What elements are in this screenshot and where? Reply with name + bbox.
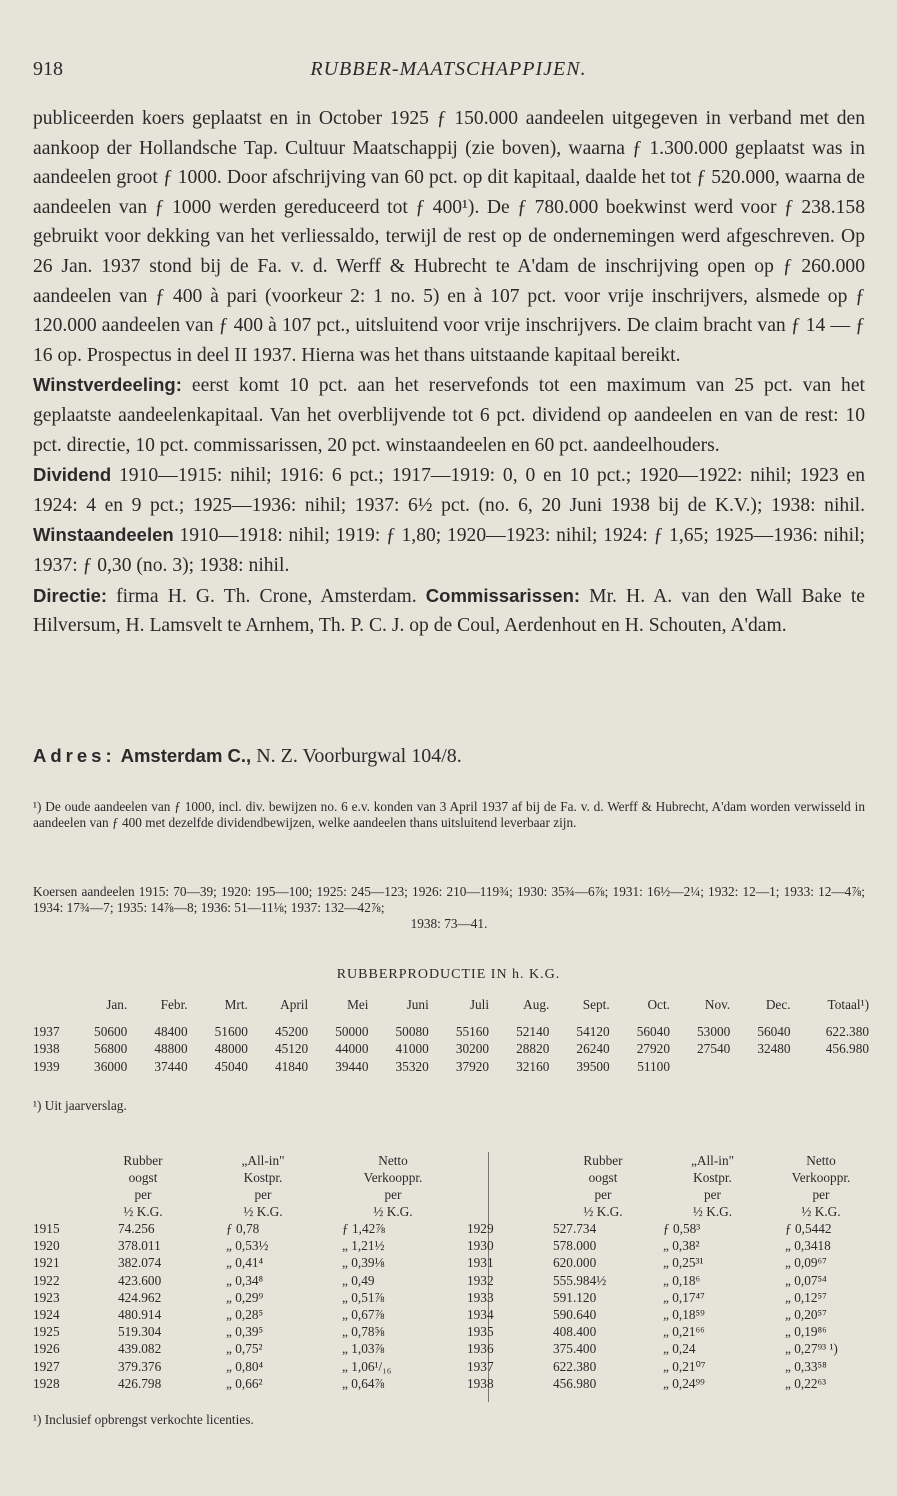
header-kostpr-right <box>665 1152 760 1220</box>
table-cell: 382.074 <box>118 1255 162 1271</box>
table-cell: 527.734 <box>553 1221 597 1236</box>
table-cell: 48400 <box>154 1023 188 1039</box>
table-cell: 379.376 <box>118 1358 162 1374</box>
winstverdeeling-text: eerst komt 10 pct. aan het reservefonds tot een maximum van 25 pct. van het geplaatste aandeelenkapitaal. Van het overblijvende tot 6 pct. dividend op aandeelen en van de rest: 10 pct. directie, 10 pct. commissarissen, 20 pct. winstaandeelen en 60 pct. aandeelhouders. <box>33 375 865 456</box>
header-line: per <box>704 1187 721 1202</box>
table-cell: „ 0,29⁹ <box>226 1289 264 1305</box>
address-city: Amsterdam C., <box>120 745 252 766</box>
table-cell: 1925 <box>33 1324 60 1340</box>
table-cell: 456.980 <box>825 1041 869 1057</box>
table-cell: 50000 <box>335 1023 369 1039</box>
table-cell: 1920 <box>33 1238 60 1254</box>
table-cell: 51600 <box>214 1023 248 1039</box>
table-cell: 378.011 <box>118 1238 161 1254</box>
table-cell <box>670 1058 730 1076</box>
table-cell: April <box>280 997 309 1012</box>
table-cell: 36000 <box>94 1058 128 1074</box>
header-line: per <box>254 1187 272 1202</box>
table-cell: 45200 <box>274 1023 309 1039</box>
table-cell: 439.082 <box>118 1341 162 1357</box>
table-cell: 555.984½ <box>553 1272 607 1288</box>
table-cell: „ 0,09⁶⁷ <box>785 1255 827 1271</box>
table-cell: 32160 <box>516 1058 550 1074</box>
table-cell: 590.640 <box>553 1306 597 1322</box>
table-cell: 50600 <box>94 1023 128 1039</box>
table-cell: „ 0,39⅛ <box>342 1255 385 1271</box>
table-cell: 56040 <box>757 1023 791 1039</box>
table-cell: „ 0,25³¹ <box>663 1255 704 1271</box>
table-cell: 45120 <box>274 1041 309 1057</box>
table-cell: ƒ 0,5442 <box>785 1221 832 1236</box>
directie-label: Directie: <box>33 584 108 606</box>
right-kostpr <box>663 1220 705 1392</box>
table-cell: 1932 <box>467 1272 494 1288</box>
table-cell: „ 0,17⁴⁷ <box>663 1289 705 1305</box>
header-oogst-left <box>103 1152 183 1220</box>
table-cell: 1921 <box>33 1255 60 1271</box>
koersen-last: 1938: 73—41. <box>410 916 488 931</box>
table-cell: 56800 <box>94 1041 128 1057</box>
table-cell: „ 0,21⁰⁷ <box>663 1358 706 1374</box>
table-cell: Juli <box>469 997 490 1012</box>
table-cell: 426.798 <box>118 1375 162 1391</box>
table-cell: 55160 <box>455 1023 490 1039</box>
dividend-label: Dividend <box>33 464 112 486</box>
table-cell: 45040 <box>214 1058 248 1074</box>
address-line <box>33 745 462 768</box>
table-cell: 51100 <box>637 1058 670 1074</box>
table-cell: Oct. <box>647 997 670 1012</box>
table-cell: Sept. <box>582 997 610 1012</box>
table-cell: 48000 <box>214 1041 248 1057</box>
table-cell: Nov. <box>704 997 731 1012</box>
page-number: 918 <box>33 58 63 80</box>
table-cell: 53000 <box>697 1023 731 1039</box>
row-year <box>33 997 67 1023</box>
table-cell <box>730 1058 790 1076</box>
table-cell: „ 0,67⅞ <box>342 1306 385 1322</box>
table-cell: „ 0,20⁵⁷ <box>785 1306 827 1322</box>
table-cell: „ 0,12⁵⁷ <box>785 1289 827 1305</box>
table-cell: „ 0,41⁴ <box>226 1255 264 1271</box>
table-cell: ƒ 0,78 <box>226 1221 260 1236</box>
table-cell: ƒ 0,58³ <box>663 1221 701 1236</box>
header-line: per <box>134 1187 152 1202</box>
footnote-shares: ¹) De oude aandeelen van ƒ 1000, incl. div. bewijzen no. 6 e.v. konden van 3 April 1937 af bij de Fa. v. d. Werff & Hubrecht, A'dam worden verwisseld in aandeelen van ƒ 400 met dezelfde dividendbewijzen, welke aandeelen thans uitsluitend leverbaar zijn. <box>33 799 865 830</box>
dividend-text: 1910—1915: nihil; 1916: 6 pct.; 1917—1919: 0, 0 en 10 pct.; 1920—1922: nihil; 1923 en 1924: 4 en 9 pct.; 1925—1936: nihil; 1937: 6½ pct. (no. 6, 20 Juni 1938 bij de K.V.); 1938: nihil. <box>33 465 865 516</box>
row-year: 1938 <box>33 1041 60 1057</box>
table-cell: 1929 <box>467 1221 494 1236</box>
footnote-licenties: ¹) Inclusief opbrengst verkochte licenties. <box>33 1412 254 1427</box>
table-cell: 27920 <box>636 1041 670 1057</box>
table-cell: 1915 <box>33 1221 60 1236</box>
header-line: Netto <box>806 1153 836 1168</box>
table-cell: „ 0,80⁴ <box>226 1358 264 1374</box>
table-cell: „ 0,18⁵⁹ <box>663 1306 705 1322</box>
table-cell: 1928 <box>33 1375 60 1391</box>
table-cell: Mei <box>347 997 369 1012</box>
table-cell: 28820 <box>516 1041 550 1057</box>
table-cell: 1924 <box>33 1306 60 1322</box>
page-header <box>33 58 864 86</box>
table-cell: „ 1,21½ <box>342 1238 385 1254</box>
table-cell: „ 0,19⁸⁶ <box>785 1324 827 1340</box>
table-row <box>33 1041 869 1059</box>
table-cell: „ 0,49 <box>342 1272 375 1288</box>
table-cell: 74.256 <box>118 1221 155 1236</box>
header-line: oogst <box>128 1170 158 1185</box>
table-cell: Totaal¹) <box>827 997 869 1012</box>
table-cell: 1934 <box>467 1306 494 1322</box>
table-cell: „ 0,33⁵⁸ <box>785 1358 827 1374</box>
table-cell: 39440 <box>335 1058 369 1074</box>
table-cell: 1927 <box>33 1358 60 1374</box>
table-cell: 35320 <box>395 1058 429 1074</box>
left-oogst <box>118 1220 161 1392</box>
header-line: per <box>594 1187 612 1202</box>
table-row <box>33 1023 869 1041</box>
header-line: ½ K.G. <box>583 1204 623 1219</box>
table-cell: Aug. <box>523 997 550 1012</box>
header-netto-left <box>348 1152 438 1220</box>
table-cell: 50080 <box>395 1023 429 1039</box>
table-cell: „ 0,66² <box>226 1375 263 1391</box>
paragraph-dividend <box>33 460 865 580</box>
table-cell: „ 0,78⅝ <box>342 1324 385 1340</box>
table-cell: Mrt. <box>224 997 248 1012</box>
header-oogst-right <box>563 1152 643 1220</box>
right-years <box>467 1220 494 1392</box>
production-table <box>33 997 869 1076</box>
table-cell: 519.304 <box>118 1324 162 1340</box>
table-cell: „ 0,24⁹⁹ <box>663 1375 705 1391</box>
table-cell: 1933 <box>467 1289 494 1305</box>
table-cell: „ 0,34⁸ <box>226 1272 264 1288</box>
table-cell: 424.962 <box>118 1289 162 1305</box>
left-years <box>33 1220 60 1392</box>
row-year: 1939 <box>33 1058 60 1074</box>
table-cell: „ 0,18⁶ <box>663 1272 701 1288</box>
header-line: „All-in" <box>241 1153 285 1168</box>
address-label: Adres: <box>33 745 116 766</box>
cost-table <box>33 1152 869 1402</box>
table-row <box>33 997 869 1023</box>
table-cell: „ 0,21⁶⁶ <box>663 1324 705 1340</box>
table-cell: Dec. <box>765 997 791 1012</box>
table-row <box>33 1058 869 1076</box>
right-oogst <box>553 1220 606 1392</box>
table-cell: „ 0,22⁶³ <box>785 1375 827 1391</box>
header-line: „All-in" <box>690 1153 735 1168</box>
winstaandeelen-label: Winstaandeelen <box>33 524 174 546</box>
header-line: Kostpr. <box>693 1170 732 1185</box>
table-cell: 1936 <box>467 1341 494 1357</box>
commissarissen-label: Commissarissen: <box>425 584 581 606</box>
table-cell: „ 0,27⁹³ ¹) <box>785 1341 838 1357</box>
right-netto <box>785 1220 838 1392</box>
table-cell: „ 0,39⁵ <box>226 1324 264 1340</box>
table-cell: 27540 <box>697 1041 731 1057</box>
table-cell: 54120 <box>576 1023 610 1039</box>
table-cell: „ 0,07⁵⁴ <box>785 1272 827 1288</box>
header-line: Rubber <box>583 1153 623 1168</box>
table-cell: „ 1,03⅞ <box>342 1341 385 1357</box>
table-cell: 622.380 <box>553 1358 597 1374</box>
table-cell: 423.600 <box>118 1272 162 1288</box>
table-cell: 456.980 <box>553 1375 597 1391</box>
table-cell: Jan. <box>106 997 128 1012</box>
table-cell: 375.400 <box>553 1341 597 1357</box>
footnote-jaarverslag: ¹) Uit jaarverslag. <box>33 1098 127 1113</box>
header-line: ½ K.G. <box>123 1204 163 1219</box>
table-cell: 32480 <box>757 1041 791 1057</box>
header-line: oogst <box>588 1170 618 1185</box>
table-cell: 56040 <box>636 1023 670 1039</box>
row-year: 1937 <box>33 1023 60 1039</box>
table-cell: 41000 <box>395 1041 429 1057</box>
table-cell: „ 0,24 <box>663 1341 696 1357</box>
table-cell: 39500 <box>576 1058 610 1074</box>
table-cell: „ 0,3418 <box>785 1238 831 1254</box>
header-line: ½ K.G. <box>243 1204 283 1219</box>
table-cell: 578.000 <box>553 1238 597 1254</box>
production-title: RUBBERPRODUCTIE IN h. K.G. <box>336 967 561 982</box>
table-cell <box>791 1058 869 1076</box>
table-cell: 37920 <box>455 1058 490 1074</box>
table-cell: ƒ 1,42⅞ <box>342 1221 386 1236</box>
table-cell: 1923 <box>33 1289 60 1305</box>
table-cell: 591.120 <box>553 1289 597 1305</box>
header-line: Rubber <box>123 1153 163 1168</box>
paragraph-winstverdeeling <box>33 370 865 460</box>
table-cell: 41840 <box>274 1058 309 1074</box>
table-cell: 1937 <box>467 1358 494 1374</box>
running-title: RUBBER-MAATSCHAPPIJEN. <box>310 58 587 80</box>
koersen-block <box>33 884 865 932</box>
koersen-line: Koersen aandeelen 1915: 70—39; 1920: 195—100; 1925: 245—123; 1926: 210—119¾; 1930: 35¾—6⅞; 1931: 16½—2¼; 1932: 12—1; 1933: 12—4⅞; 1934: 17¾—7; 1935: 14⅞—8; 1936: 51—11⅛; 1937: 132—42⅞; <box>33 884 865 915</box>
table-cell: „ 0,53½ <box>226 1238 269 1254</box>
table-cell: „ 0,75² <box>226 1341 263 1357</box>
header-line: ½ K.G. <box>373 1204 413 1219</box>
table-cell: „ 0,51⅞ <box>342 1289 385 1305</box>
left-netto <box>342 1220 391 1392</box>
table-cell: 1930 <box>467 1238 494 1254</box>
table-cell: 620.000 <box>553 1255 597 1271</box>
table-cell: 1931 <box>467 1255 494 1271</box>
table-cell: 622.380 <box>825 1023 869 1039</box>
table-cell: 1926 <box>33 1341 60 1357</box>
commissarissen-text: Mr. H. A. van den Wall Bake te Hilversum, H. Lamsvelt te Arnhem, Th. P. C. J. op de Coul, Aerdenhout en H. Schouten, A'dam. <box>33 585 865 637</box>
header-line: Netto <box>378 1153 408 1168</box>
paragraph-capital: publiceerden koers geplaatst en in October 1925 ƒ 150.000 aandeelen uitgegeven in verband met den aankoop der Hollandsche Tap. Cultuur Maatschappij (zie boven), waarna ƒ 1.300.000 geplaatst was in aandeelen groot ƒ 1000. Door afschrijving van 60 pct. op dit kapitaal, daalde het tot ƒ 520.000, waarna de aandeelen van ƒ 1000 werden gereduceerd tot ƒ 400¹). De ƒ 780.000 boekwinst werd voor ƒ 238.158 gebruikt voor dekking van het verliessaldo, terwijl de rest op de ondernemingen werd afgeschreven. Op 26 Jan. 1937 stond bij de Fa. v. d. Werff & Hubrecht te A'dam de inschrijving open op ƒ 260.000 aandeelen van ƒ 400 à pari (voorkeur 2: 1 no. 5) en à 107 pct. voor vrije inschrijvers, alsmede op ƒ 120.000 aandeelen van ƒ 400 à 107 pct., uitsluitend voor vrije inschrijvers. De claim bracht van ƒ 14 — ƒ 16 op. Prospectus in deel II 1937. Hierna was het thans uitstaande kapitaal bereikt. <box>33 108 865 366</box>
table-cell: 48800 <box>154 1041 188 1057</box>
table-cell: „ 0,28⁵ <box>226 1306 264 1322</box>
directie-text: firma H. G. Th. Crone, Amsterdam. <box>107 585 426 607</box>
table-cell: 408.400 <box>553 1324 597 1340</box>
table-cell: 1935 <box>467 1324 494 1340</box>
table-cell: 30200 <box>455 1041 490 1057</box>
header-line: ½ K.G. <box>692 1204 733 1219</box>
header-line: Kostpr. <box>243 1170 283 1185</box>
table-cell: „ 0,64⅞ <box>342 1375 385 1391</box>
header-line: per <box>812 1187 830 1202</box>
header-kostpr-left <box>218 1152 308 1220</box>
table-cell: 1922 <box>33 1272 60 1288</box>
paragraph-directie <box>33 581 865 641</box>
table-cell: 480.914 <box>118 1306 162 1322</box>
header-line: Verkooppr. <box>363 1170 423 1185</box>
table-cell: Febr. <box>160 997 188 1012</box>
body-text <box>33 104 865 641</box>
table-cell: 37440 <box>154 1058 188 1074</box>
table-cell: 26240 <box>576 1041 610 1057</box>
table-cell: „ 0,38² <box>663 1238 700 1254</box>
table-cell: 44000 <box>335 1041 369 1057</box>
header-line: per <box>384 1187 402 1202</box>
header-line: ½ K.G. <box>801 1204 841 1219</box>
address-street: N. Z. Voorburgwal 104/8. <box>251 745 462 767</box>
table-cell: „ 1,06¹/₁₆ <box>342 1358 392 1374</box>
table-cell: 52140 <box>516 1023 550 1039</box>
header-netto-right <box>773 1152 869 1220</box>
header-line: Verkooppr. <box>791 1170 851 1185</box>
winstaandeelen-text: 1910—1918: nihil; 1919: ƒ 1,80; 1920—1923: nihil; 1924: ƒ 1,65; 1925—1936: nihil; 1937: ƒ 0,30 (no. 3); 1938: nihil. <box>33 525 865 576</box>
table-cell: Juni <box>406 997 429 1012</box>
winstverdeeling-label: Winstverdeeling: <box>33 374 182 396</box>
table-cell: 1938 <box>467 1375 494 1391</box>
left-kostpr <box>226 1220 268 1392</box>
